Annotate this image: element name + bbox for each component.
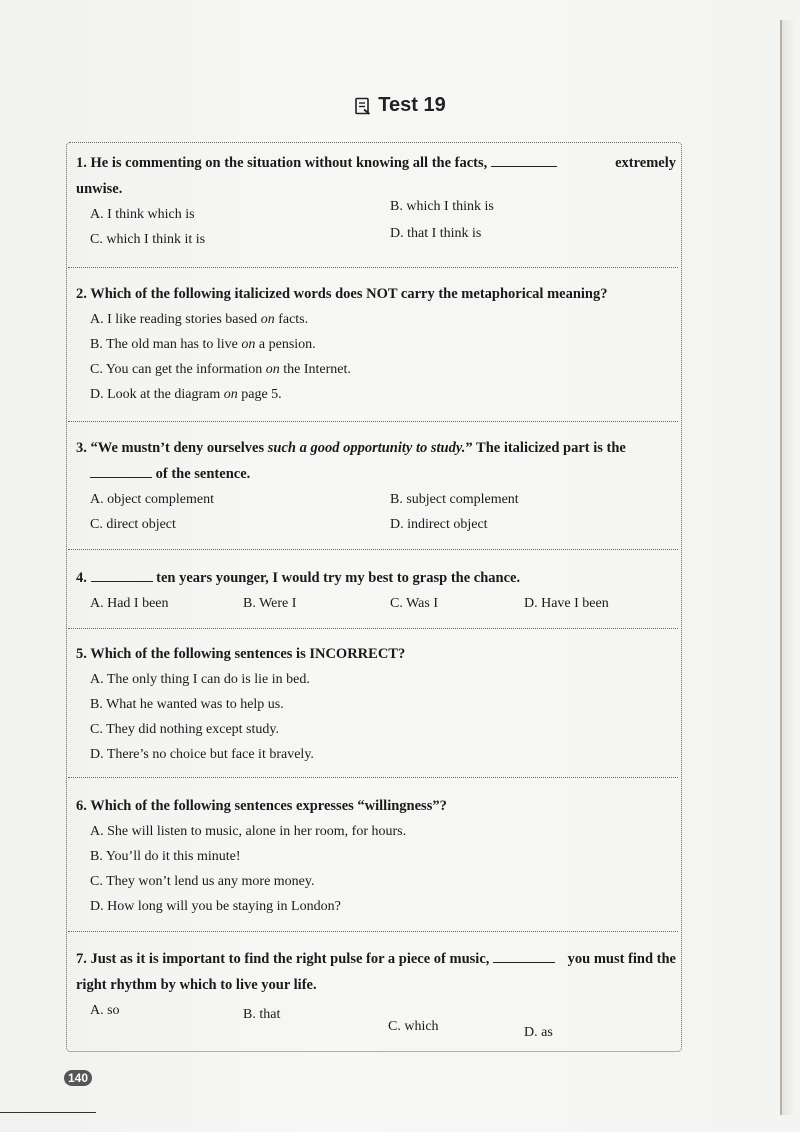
option-a[interactable]: A. I like reading stories based on facts.: [90, 312, 309, 327]
option-row: [76, 227, 676, 252]
answer-blank: [91, 567, 153, 582]
option-c[interactable]: C. which: [388, 1019, 439, 1034]
option-d[interactable]: D. How long will you be staying in London?: [90, 899, 341, 914]
separator: [68, 549, 678, 550]
option-row: [76, 199, 676, 227]
separator: [68, 628, 678, 629]
option-row: [76, 512, 676, 537]
option-a[interactable]: A. She will listen to music, alone in her room, for hours.: [90, 824, 407, 839]
page-number: 140: [64, 1070, 92, 1086]
option-row: [76, 591, 676, 616]
test-paper-icon: [354, 97, 372, 115]
option-a[interactable]: A. object complement: [90, 492, 215, 507]
option-d[interactable]: D. as: [524, 1025, 553, 1040]
option-c[interactable]: C. They won’t lend us any more money.: [90, 874, 315, 889]
option-d[interactable]: D. There’s no choice but face it bravely.: [90, 747, 314, 762]
separator: [68, 421, 678, 422]
option-row: [76, 998, 676, 1038]
question-stem: 4. ten years younger, I would try my best to grasp the chance.: [76, 565, 676, 591]
answer-blank: [491, 152, 557, 167]
option-c[interactable]: C. They did nothing except study.: [90, 722, 279, 737]
book-spine: [780, 20, 796, 1115]
question-4: [76, 565, 676, 616]
question-stem: [76, 150, 676, 176]
option-b[interactable]: B. The old man has to live on a pension.: [90, 337, 316, 352]
option-b[interactable]: B. which I think is: [390, 199, 494, 214]
question-6: [76, 793, 676, 919]
option-row: [76, 487, 676, 512]
option-d[interactable]: D. that I think is: [390, 226, 482, 241]
stem-text: unwise.: [76, 181, 123, 197]
question-stem: 2. Which of the following italicized words does NOT carry the metaphorical meaning?: [76, 286, 608, 302]
answer-blank: [493, 948, 555, 963]
option-b[interactable]: B. subject complement: [390, 492, 519, 507]
question-stem: 6. Which of the following sentences expresses “willingness”?: [76, 798, 447, 814]
option-a[interactable]: A. The only thing I can do is lie in bed.: [90, 672, 310, 687]
question-stem: of the sentence.: [76, 461, 676, 487]
option-a[interactable]: A. Had I been: [90, 596, 169, 611]
question-stem: 7. Just as it is important to find the right pulse for a piece of music, you must find the: [76, 946, 676, 972]
option-c[interactable]: C. You can get the information on the Internet.: [90, 362, 351, 377]
question-stem: 3. “We mustn’t deny ourselves such a good opportunity to study.” The italicized part is the: [76, 440, 626, 456]
option-b[interactable]: B. You’ll do it this minute!: [90, 849, 241, 864]
question-5: [76, 641, 676, 767]
option-d[interactable]: D. Look at the diagram on page 5.: [90, 387, 282, 402]
option-c[interactable]: C. Was I: [390, 596, 439, 611]
question-stem: right rhythm by which to live your life.: [76, 977, 317, 993]
test-title: [354, 94, 445, 117]
test-title-text: Test 19: [378, 94, 446, 116]
answer-blank: [90, 463, 152, 478]
option-c[interactable]: C. direct object: [90, 517, 176, 532]
question-3: [76, 435, 676, 537]
stem-text: extremely: [615, 155, 676, 171]
option-b[interactable]: B. that: [243, 1007, 281, 1022]
option-d[interactable]: D. Have I been: [524, 596, 609, 611]
option-d[interactable]: D. indirect object: [390, 517, 488, 532]
option-a[interactable]: A. so: [90, 1003, 120, 1018]
question-1: [76, 150, 676, 252]
question-stem: 5. Which of the following sentences is INCORRECT?: [76, 646, 406, 662]
stem-text: 1. He is commenting on the situation without knowing all the facts,: [76, 155, 488, 171]
option-b[interactable]: B. Were I: [243, 596, 297, 611]
option-c[interactable]: C. which I think it is: [90, 232, 206, 247]
option-b[interactable]: B. What he wanted was to help us.: [90, 697, 284, 712]
footer-rule: [0, 1112, 96, 1113]
separator: [68, 267, 678, 268]
option-a[interactable]: A. I think which is: [90, 207, 195, 222]
separator: [68, 777, 678, 778]
question-2: [76, 281, 676, 407]
separator: [68, 931, 678, 932]
question-7: [76, 946, 676, 1038]
